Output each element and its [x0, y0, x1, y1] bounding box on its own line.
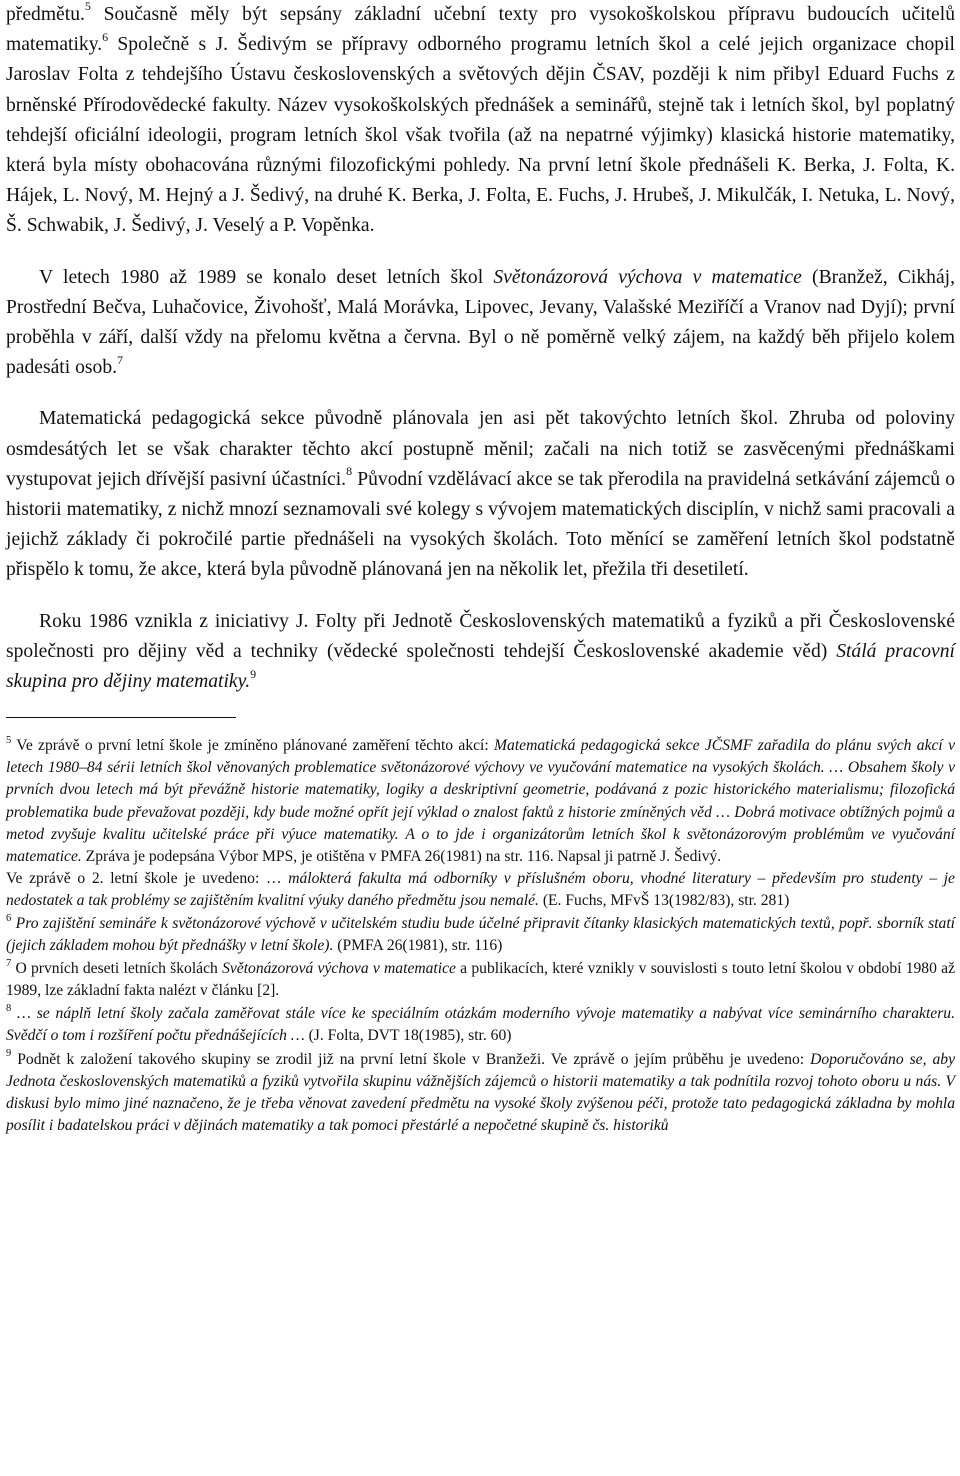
italic-title: Světonázorová výchova v matematice	[222, 960, 456, 978]
footnote-divider	[6, 717, 236, 718]
footnotes	[6, 735, 955, 1137]
footnote-ref-5[interactable]: 5	[84, 0, 91, 14]
italic-title: Stálá pracovní skupina pro dějiny matematiky.	[6, 640, 955, 693]
footnote-7	[6, 958, 955, 1002]
footnote-ref-7[interactable]: 7	[117, 352, 124, 367]
paragraph-3	[6, 404, 955, 585]
text-run: Ve zprávě o 2. letní škole je uvedeno: …	[6, 869, 289, 887]
text-run: V letech 1980 až 1989 se konalo deset letních škol	[39, 266, 494, 288]
footnote-8	[6, 1003, 955, 1047]
text-run: předmětu.	[6, 4, 85, 25]
text-run: Podnět k založení takového skupiny se zrodil již na první letní škole v Branžeži. Ve zprávě o jejím průběhu je uvedeno:	[11, 1050, 811, 1068]
footnote-number: 8	[6, 1003, 12, 1015]
text-run: Zpráva je podepsána Výbor MPS, je otištěna v PMFA 26(1981) na str. 116. Napsal ji patrně J. Šedivý.	[81, 847, 722, 865]
italic-title: Světonázorová výchova v matematice	[493, 266, 802, 288]
footnote-number: 7	[6, 958, 12, 970]
paragraph-4	[6, 607, 955, 698]
paragraph-2	[6, 263, 955, 384]
footnote-ref-9[interactable]: 9	[250, 666, 257, 681]
footnote-number: 9	[6, 1048, 12, 1060]
italic-quote: Pro zajištění semináře k světonázorové výchově v učitelském studiu bude účelné připravit čítanky klasických matematických textů, popř. sborník statí (jejich základem mohou být přednášky v letní škole).	[6, 915, 955, 955]
text-run: (PMFA 26(1981), str. 116)	[333, 937, 503, 955]
footnote-9	[6, 1049, 955, 1137]
paragraph-1	[6, 0, 955, 242]
footnote-number: 6	[6, 912, 12, 924]
italic-quote: Doporučováno se, aby Jednota československých matematiků a fyziků vytvořila skupinu vážnějších zájemců o historii matematiky a tak podnítila rozvoj tohoto oboru u nás. V diskusi bylo mimo jiné naznačeno, že je třeba věnovat zavedení předmětu na vysoké školy zvýšenou péči, protože tato pedagogická základna by mohla posílit i badatelskou práci v dějinách matematiky a tak pomoci přestárlé a nepočetné skupině čs. historiků	[6, 1050, 955, 1134]
italic-quote: Matematická pedagogická sekce JČSMF zařadila do plánu svých akcí v letech 1980–84 sérii letních škol věnovaných problematice světonázorové výchovy ve vyučování matematice na vysokých školách. … Obsahem školy v prvních dvou letech má být převážně historie matematiky, logiky a deskriptivní geometrie, podávaná z pozic historického materialismu; filozofická problematika bude převažovat později, kdy bude možné opřít její výklad o znalost faktů z historie zmíněných věd … Dobrá motivace obtížných pojmů a metod zvyšuje kvalitu učitelské práce při výuce matematiky. A o to jde i organizátorům letních škol k světonázorovým problémům ve vyučování matematice.	[6, 737, 955, 865]
footnote-number: 5	[6, 735, 12, 747]
footnote-5-continuation	[6, 868, 955, 912]
text-run: (J. Folta, DVT 18(1985), str. 60)	[304, 1027, 512, 1045]
footnote-ref-6[interactable]: 6	[102, 29, 109, 44]
footnote-ref-8[interactable]: 8	[346, 464, 353, 479]
text-run: Společně s J. Šedivým se přípravy odborného programu letních škol a celé jejich organizace chopil Jaroslav Folta z tehdejšího Ústavu československých a světových dějin ČSAV, později k nim přibyl Eduard Fuchs z brněnské Přírodovědecké fakulty. Název vysokoškolských přednášek a seminářů, stejně tak i letních škol, byl poplatný tehdejší oficiální ideologii, program letních škol však tvořila (až na nepatrné výjimky) klasická historie matematiky, která byla místy obohacována různými filozofickými pohledy. Na první letní škole přednášeli K. Berka, J. Folta, K. Hájek, L. Nový, M. Hejný a J. Šedivý, na druhé K. Berka, J. Folta, E. Fuchs, J. Hrubeš, J. Mikulčák, I. Netuka, L. Nový, Š. Schwabik, J. Šedivý, J. Veselý a P. Vopěnka.	[6, 34, 955, 237]
text-run: Matematická pedagogická sekce původně plánovala jen asi pět takovýchto letních škol. Zhruba od poloviny osmdesátých let se však charakter těchto akcí postupně měnil; začali na nich totiž se zasvěcenými přednáškami vystupovat jejich dřívější pasivní účastníci.	[6, 408, 955, 490]
text-run: (E. Fuchs, MFvŠ 13(1982/83), str. 281)	[538, 891, 790, 909]
footnote-6	[6, 913, 955, 957]
italic-quote: … se náplň letní školy začala zaměřovat stále více ke speciálním otázkám moderního vývoje matematiky a nabývat více seminárního charakteru. Svědčí o tom i rozšíření počtu přednášejících …	[6, 1005, 955, 1045]
italic-quote: málokterá fakulta má odborníky v příslušném oboru, vhodné literatury – především pro studenty – je nedostatek a tak problémy se zajištěním kvalitní výuky daného předmětu jsou nemalé.	[6, 869, 955, 909]
text-run: Současně měly být sepsány základní učební texty pro vysokoškolskou přípravu budoucích učitelů matematiky.	[6, 4, 955, 56]
text-run: Ve zprávě o první letní škole je zmíněno plánované zaměření těchto akcí:	[11, 737, 495, 755]
text-run: O prvních deseti letních školách	[11, 960, 223, 978]
footnote-5	[6, 735, 955, 868]
text-run: Původní vzdělávací akce se tak přerodila na pravidelná setkávání zájemců o historii matematiky, z nichž mnozí seznamovali své kolegy s vývojem matematických disciplín, v nichž sami pracovali a jejichž základy či pokročilé partie přednášeli na vysokých školách. Toto měnící se zaměření letních škol podstatně přispělo k tomu, že akce, která byla původně plánovaná jen na několik let, přežila tři desetiletí.	[6, 468, 955, 581]
main-text	[6, 0, 955, 697]
text-run: a publikacích, které vznikly v souvislosti s touto letní školou v období 1980 až 1989, lze základní fakta nalézt v článku [2].	[6, 960, 955, 1000]
text-run: (Branžež, Cikháj, Prostřední Bečva, Luhačovice, Živohošť, Malá Morávka, Lipovec, Jevany, Valašské Meziříčí a Vranov nad Dyjí); první proběhla v září, další vždy na přelomu května a června. Byl o ně poměrně velký zájem, na každý běh přijelo kolem padesáti osob.	[6, 266, 955, 379]
text-run: Roku 1986 vznikla z iniciativy J. Folty při Jednotě Československých matematiků a fyziků a při Československé společnosti pro dějiny věd a techniky (vědecké společnosti tehdejší Československé akademie věd)	[6, 610, 955, 662]
